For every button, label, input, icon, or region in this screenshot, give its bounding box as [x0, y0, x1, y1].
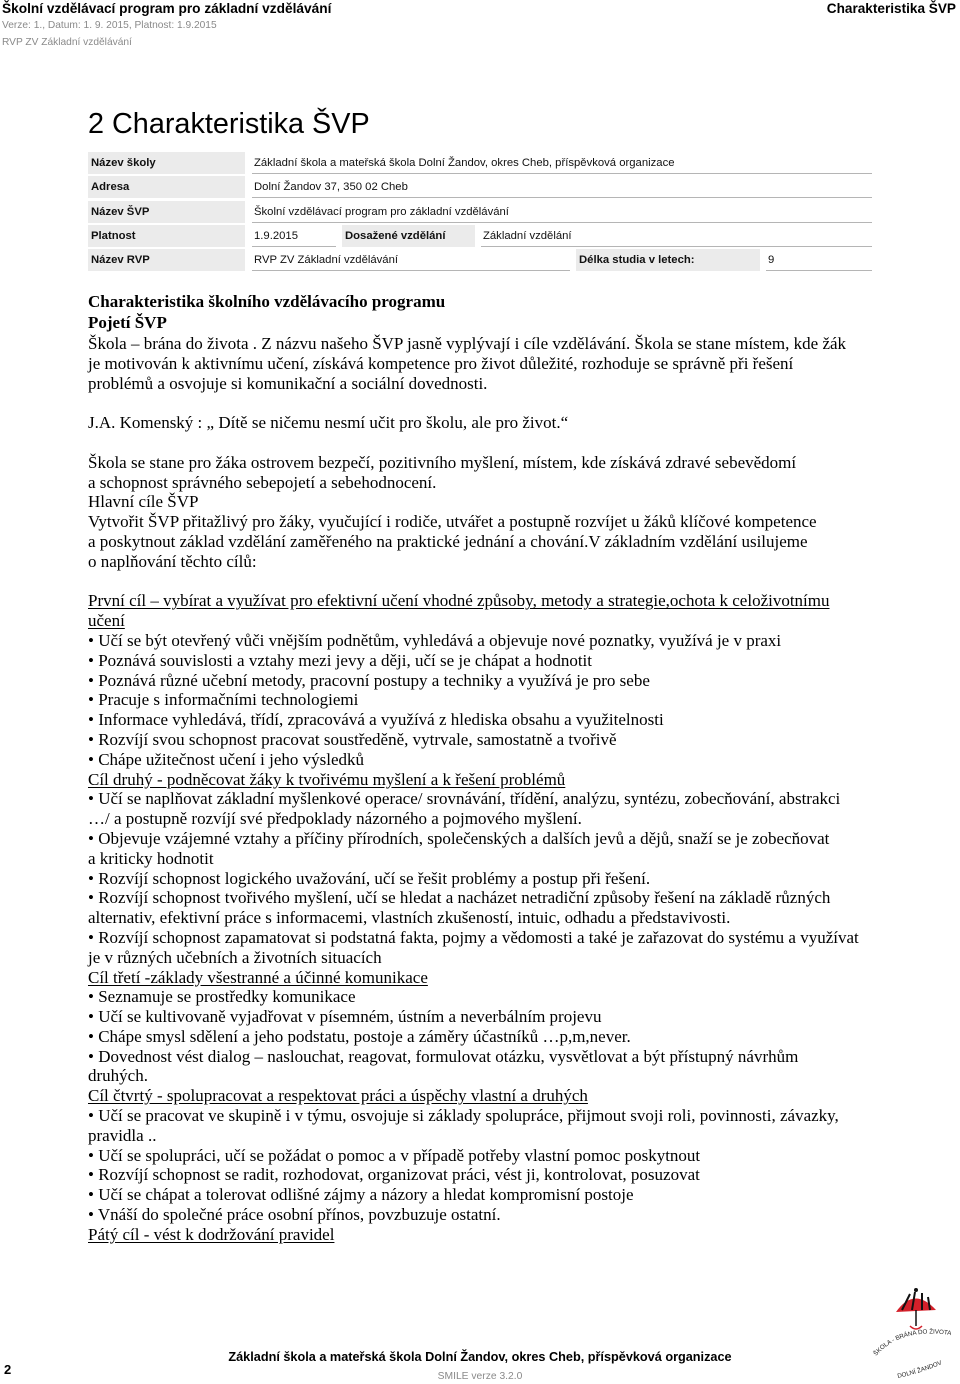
goal-item: • Učí se kultivovaně vyjadřovat v písemném, ústním a neverbálním projevu	[88, 1007, 602, 1027]
child-figure-icon	[910, 1326, 922, 1329]
goal-item: • Rozvíjí schopnost tvořivého myšlení, učí se hledat a nacházet netradiční způsoby řešení na základě různých	[88, 888, 831, 908]
intro-line: problémů a osvojuje si komunikační a sociální dovednosti.	[88, 373, 488, 393]
goal-title: Cíl čtvrtý - spolupracovat a respektovat práci a úspěchy vlastní a druhých	[88, 1086, 588, 1106]
goal-item: • Poznává souvislosti a vztahy mezi jevy a ději, učí se je chápat a hodnotit	[88, 650, 593, 670]
goal-item: • Objevuje vzájemné vztahy a příčiny přírodních, společenských a dalších jevů a dějů, snaží se je zobecňovat	[88, 828, 830, 848]
goal-item: …/ a postupně rozvíjí své předpoklady názorného a pojmového myšlení.	[88, 809, 582, 829]
goal-item: • Informace vyhledává, třídí, zpracovává a využívá z hlediska obsahu a využitelnosti	[88, 710, 664, 730]
blank-line	[88, 433, 888, 453]
goal-item: • Rozvíjí svou schopnost pracovat soustředěně, vytrvale, samostatně a tvořivě	[88, 729, 617, 749]
goal-title: Cíl třetí -základy všestranné a účinné komunikace	[88, 967, 428, 987]
goal-item: • Seznamuje se prostředky komunikace	[88, 987, 356, 1007]
rvp-info: RVP ZV Základní vzdělávání	[2, 37, 132, 48]
concept-subheading: Pojetí ŠVP	[88, 313, 167, 332]
intro-line: je motivován k aktivnímu učení, získává kompetence pro život důležité, rozhoduje se správně při řešení	[88, 353, 794, 373]
address-label: Adresa	[88, 176, 245, 198]
page-title: 2 Charakteristika ŠVP	[88, 108, 370, 140]
program-heading: Charakteristika školního vzdělávacího programu	[88, 292, 446, 311]
goal-item: • Dovednost vést dialog – naslouchat, reagovat, formulovat otázku, vysvětlovat a být přístupný návrhům	[88, 1046, 799, 1066]
paragraph-line: a schopnost správného sebepojetí a sebehodnocení.	[88, 472, 437, 492]
goal-item: • Rozvíjí schopnost zapamatovat si podstatná fakta, pojmy a vědomosti a také je zařazovat do systému a využívat	[88, 927, 859, 947]
goal-item: • Učí se naplňovat základní myšlenkové operace/ srovnávání, třídění, analýzu, syntézu, zobecňování, abstrakci	[88, 789, 841, 809]
school-name-value: Základní škola a mateřská škola Dolní Žandov, okres Cheb, příspěvková organizace	[252, 152, 872, 174]
rvp-name-label: Název RVP	[88, 249, 245, 271]
logo-text-top: ŠKOLA - BRÁNA DO ŽIVOTA	[872, 1328, 952, 1358]
goal-item: alternativ, efektivní práce s informacemi, vlastních zkušeností, intuic, odhadu a představivosti.	[88, 908, 731, 928]
section-title: Charakteristika ŠVP	[826, 1, 956, 16]
goals-intro-line: Vytvořit ŠVP přitažlivý pro žáky, vyučující i rodiče, utvářet a postupně rozvíjet u žáků klíčové kompetence	[88, 512, 817, 532]
goals-intro-line: o naplňování těchto cílů:	[88, 551, 257, 571]
goal-item: druhých.	[88, 1066, 148, 1086]
study-length-label: Délka studia v letech:	[576, 249, 760, 271]
paragraph-line: Škola se stane pro žáka ostrovem bezpečí, pozitivního myšlení, místem, kde získává zdravé sebevědomí	[88, 452, 797, 472]
document-title: Školní vzdělávací program pro základní vzdělávání	[2, 1, 332, 16]
goal-title: Cíl druhý - podněcovat žáky k tvořivému myšlení a k řešení problémů	[88, 769, 566, 789]
address-value: Dolní Žandov 37, 350 02 Cheb	[252, 176, 872, 198]
intro-line: Škola – brána do života . Z názvu našeho ŠVP jasně vyplývají i cíle vzdělávání. Škola se stane místem, kde žák	[88, 334, 847, 353]
goal-item: • Vnáší do společné práce osobní přínos, povzbuzuje ostatní.	[88, 1205, 501, 1225]
blank-line	[88, 393, 888, 413]
goal-item: pravidla ..	[88, 1125, 157, 1145]
goal-item: • Rozvíjí schopnost se radit, rozhodovat, organizovat práci, vést ji, kontrolovat, posuzovat	[88, 1165, 700, 1185]
study-length-value: 9	[766, 249, 872, 271]
goal-item: • Poznává různé učební metody, pracovní postupy a techniky a využívá je pro sebe	[88, 670, 650, 690]
goal-item: a kriticky hodnotit	[88, 848, 214, 868]
blank-line	[88, 572, 888, 592]
goal-item: • Učí se chápat a tolerovat odlišné zájmy a názory a hledat kompromisní postoje	[88, 1185, 634, 1205]
svp-name-value: Školní vzdělávací program pro základní vzdělávání	[252, 201, 872, 223]
education-value: Základní vzdělání	[481, 225, 872, 247]
school-name-label: Název školy	[88, 152, 245, 174]
goal-title: První cíl – vybírat a využívat pro efektivní učení vhodné způsoby, metody a strategie,ochota k celoživotnímu	[88, 591, 830, 611]
school-logo	[872, 1286, 958, 1382]
rvp-name-value: RVP ZV Základní vzdělávání	[252, 249, 570, 271]
logo-text-bottom: DOLNÍ ŽANDOV	[896, 1359, 943, 1380]
footer-organization: Základní škola a mateřská škola Dolní Žandov, okres Cheb, příspěvková organizace	[228, 1350, 732, 1364]
goal-item: • Pracuje s informačními technologiemi	[88, 690, 359, 710]
goal-item: je v různých učebních a životních situacích	[88, 947, 382, 967]
version-info: Verze: 1., Datum: 1. 9. 2015, Platnost: 1.9.2015	[2, 20, 217, 31]
validity-label: Platnost	[88, 225, 245, 247]
goal-title: Pátý cíl - vést k dodržování pravidel	[88, 1224, 335, 1244]
goals-heading: Hlavní cíle ŠVP	[88, 492, 199, 512]
validity-value: 1.9.2015	[252, 225, 336, 247]
footer-software-version: SMILE verze 3.2.0	[437, 1371, 523, 1382]
goal-item: • Učí se pracovat ve skupině i v týmu, osvojuje si základy spolupráce, přijmout svoji roli, povinnosti, závazky,	[88, 1106, 839, 1126]
education-label: Dosažené vzdělání	[342, 225, 475, 247]
page-number: 2	[4, 1362, 12, 1377]
goal-title: učení	[88, 611, 125, 631]
body-text	[88, 334, 888, 1245]
umbrella-tip	[914, 1288, 918, 1292]
goals-intro-line: a poskytnout základ vzdělání zaměřeného na praktické jednání a chování.V základním vzdělání usilujeme	[88, 531, 808, 551]
svp-name-label: Název ŠVP	[88, 201, 245, 223]
goal-item: • Učí se být otevřený vůči vnějším podnětům, vyhledává a objevuje nové poznatky, využívá je v praxi	[88, 630, 782, 650]
goal-item: • Učí se spolupráci, učí se požádat o pomoc a v případě potřeby vlastní pomoc poskytnout	[88, 1145, 701, 1165]
goal-item: • Chápe smysl sdělení a jeho podstatu, postoje a záměry účastníků …p,m,never.	[88, 1026, 631, 1046]
goal-item: • Rozvíjí schopnost logického uvažování, učí se řešit problémy a postup při řešení.	[88, 868, 651, 888]
komensky-quote: J.A. Komenský : „ Dítě se ničemu nesmí učit pro školu, ale pro život.“	[88, 413, 569, 433]
goal-item: • Chápe užitečnost učení i jeho výsledků	[88, 749, 364, 769]
